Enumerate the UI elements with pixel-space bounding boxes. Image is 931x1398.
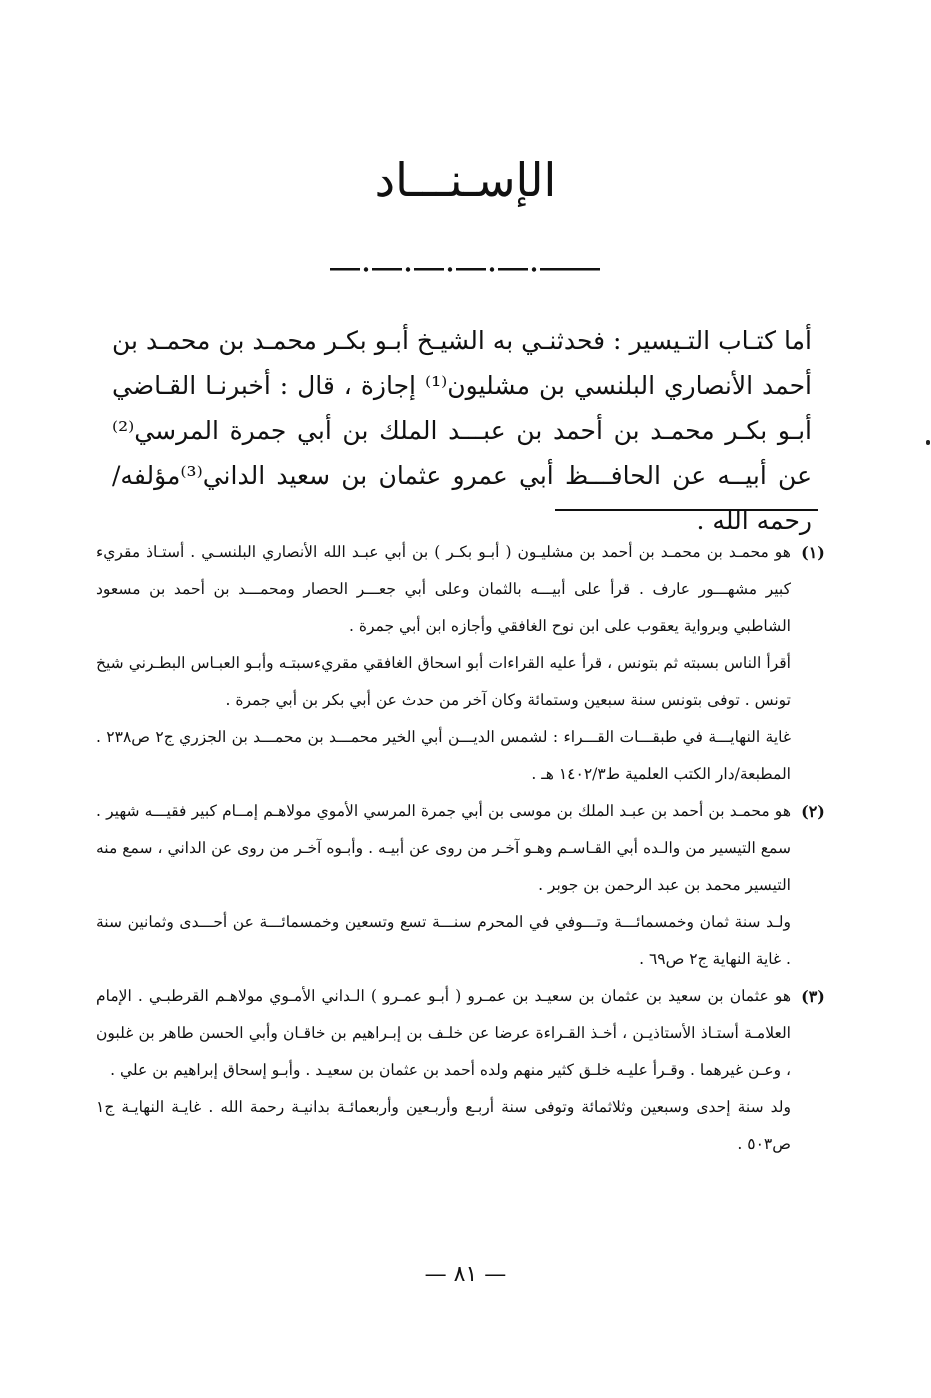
footnote-number: (١) — [801, 543, 825, 562]
intro-text: أما كتـاب التـيسير : فحدثنـي به الشيـخ أبـو بكـر محمـد بن محمـد بن أحمد الأنصاري البلنسي بن مشليون⁽¹⁾ إجازة ، قال : أخبرنـا القـاضي أبـو بكـر محمـد بن أحمد بن عبـــد الملك بن أبي جمرة المرسي⁽²⁾ عن أبيــه عن الحافـــظ أبي عمرو عثمان بن سعيد الداني⁽³⁾مؤلفه/رحمه الله . — [112, 326, 812, 535]
footnote-number: (٣) — [801, 987, 825, 1006]
footnote-text: هو محمـد بن محمـد بن أحمد بن مشليـون ( أبـو بكـر ) بن أبي عبـد الله الأنصاري البلنسـي . أستـاذ مقريء كبير مشهـــور عارف . قرأ على أبيـــه بالثمان وعلى أبي جعـــر الحصار ومحمـــد بن أحمد بن مسعود الشاطبي وبرواية يعقوب على ابن نوح الغافقي وأجازه ابن أبي جمرة . — [96, 543, 791, 635]
footnote-text: أقرأ الناس بسبته ثم بتونس ، قرأ عليه القراءات أبو اسحاق الغافقي مقريءسبتـه وأبـو العبـاس البطـرني شيخ تونس . توفى بتونس سنة سبعين وستمائة وكان آخر من حدث عن أبي بكر بن أبي جمرة . — [96, 654, 791, 709]
margin-mark — [926, 440, 930, 445]
footnote-2 — [96, 793, 825, 978]
page-number: — ٨١ — — [424, 1262, 507, 1287]
footnote-3 — [96, 978, 825, 1163]
footnote-separator — [555, 509, 818, 511]
footnote-text: غاية النهايـــة في طبقـــات القـــراء : لشمس الديـــن أبي الخير محمـــد بن محمـــد بن الجزري ج٢ ص٢٣٨ . المطبعة/دار الكتب العلمية ط١٤٠٢/٣ هـ . — [96, 728, 791, 783]
page-title: الإسـنـــاد — [374, 153, 557, 207]
footnote-text: هو عثمان بن سعيد بن عثمان بن سعيـد بن عمـرو ( أبـو عمـرو ) الـداني الأمـوي مولاهـم القرطبـي . الإمام العلامـة أستـاذ الأستاذيـن ، أخـذ القـراءة عرضا عن خلـف بن إبـراهيم بن خاقـان وأبي الحسن طاهر بن غلبون ، وعـن غيرهما . وقـرأ عليـه خلـق كثير منهم ولده أحمد بن عثمان بن سعيـد . وأبـو إسحاق إبراهيم بن علي . — [96, 987, 792, 1079]
footnote-number: (٢) — [801, 802, 825, 821]
footnote-text: هو محمـد بن أحمد بن عبـد الملك بن موسى بن أبي جمرة المرسي الأموي مولاهـم إمــام كبير فقيـــه شهير . سمع التيسير من والـده أبي القـاسـم وهـو آخـر من روى عن أبيـه . وأبـوه آخـر من روى عن الداني ، سمع منه التيسير محمد بن عبد الرحمن بن جوبر . — [96, 802, 791, 894]
ornament-divider — [330, 262, 600, 276]
footnote-text: ولد سنة إحدى وسبعين وثلاثمائة وتوفى سنة أربـع وأربـعين وأربعمائـة بدانيـة رحمة الله . غايـة النهايـة ج١ ص٥٠٣ . — [96, 1098, 791, 1153]
footnotes — [96, 534, 825, 1163]
footnote-text: ولـد سنة ثمان وخمسمائـــة وتـــوفي في المحرم سنـــة تسع وتسعين وخمسمائـــة عن أحـــدى وثمانين سنة . غاية النهاية ج٢ ص٦٩ . — [96, 913, 791, 968]
footnote-1 — [96, 534, 825, 793]
